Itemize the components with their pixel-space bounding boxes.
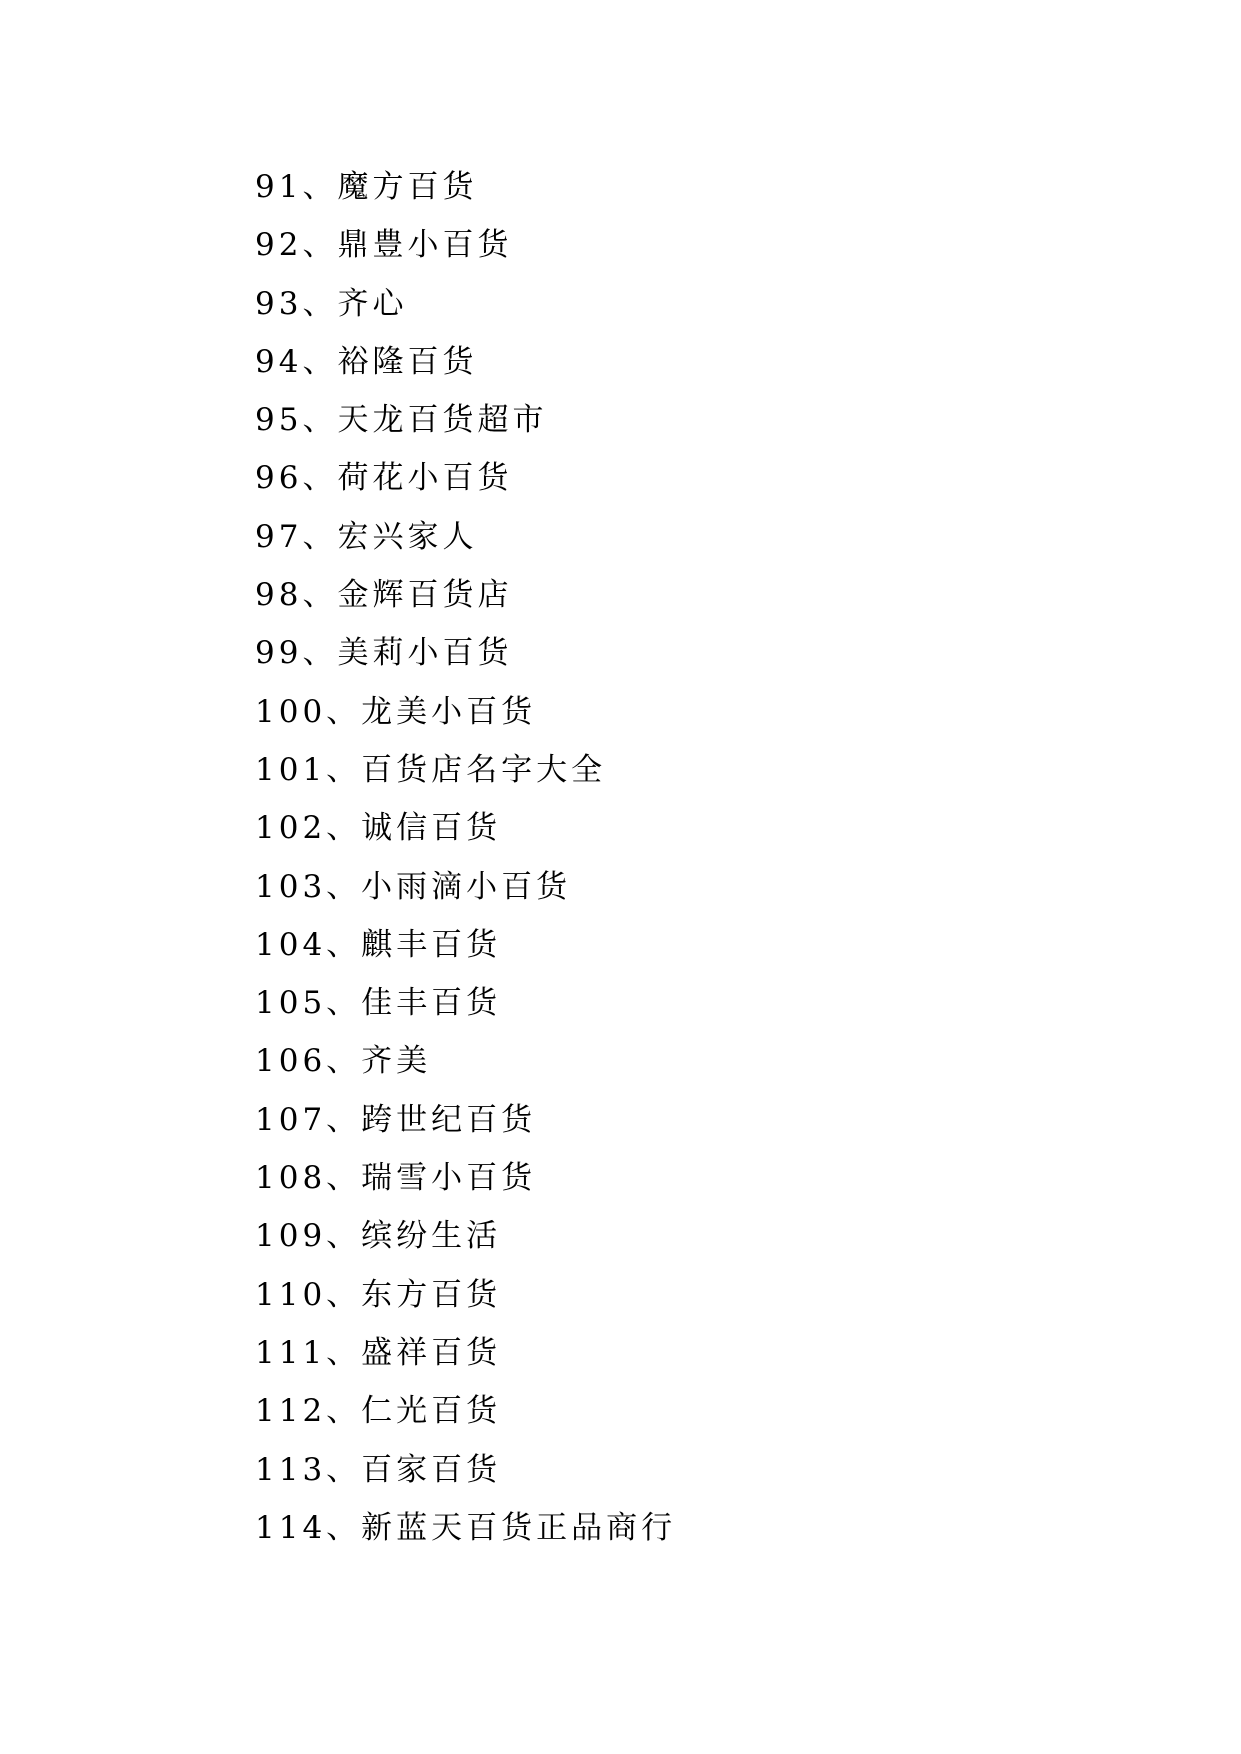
list-item: 104、麒丰百货	[255, 926, 502, 963]
list-item: 93、齐心	[255, 285, 408, 322]
list-item: 107、跨世纪百货	[255, 1101, 537, 1138]
list-item: 97、宏兴家人	[255, 518, 478, 555]
list-item: 110、东方百货	[255, 1276, 502, 1313]
list-item: 98、金辉百货店	[255, 577, 513, 614]
list-item: 102、诚信百货	[255, 810, 502, 847]
list-item: 96、荷花小百货	[255, 460, 513, 497]
list-item: 113、百家百货	[255, 1451, 502, 1488]
list-item: 114、新蓝天百货正品商行	[255, 1509, 677, 1546]
list-item: 106、齐美	[255, 1043, 432, 1080]
list-item: 105、佳丰百货	[255, 985, 502, 1022]
list-item: 92、鼎豊小百货	[255, 227, 513, 264]
store-name-list	[255, 158, 676, 1557]
list-item: 91、魔方百货	[255, 169, 478, 205]
list-item: 99、美莉小百货	[255, 635, 513, 672]
list-item: 100、龙美小百货	[255, 693, 537, 730]
list-item: 101、百货店名字大全	[255, 751, 607, 788]
list-item: 109、缤纷生活	[255, 1218, 502, 1255]
list-item: 94、裕隆百货	[255, 343, 478, 380]
list-item: 103、小雨滴小百货	[255, 868, 572, 905]
list-item: 112、仁光百货	[255, 1393, 502, 1430]
list-item: 108、瑞雪小百货	[255, 1160, 537, 1197]
list-item: 95、天龙百货超市	[255, 402, 548, 439]
list-item: 111、盛祥百货	[255, 1334, 502, 1371]
